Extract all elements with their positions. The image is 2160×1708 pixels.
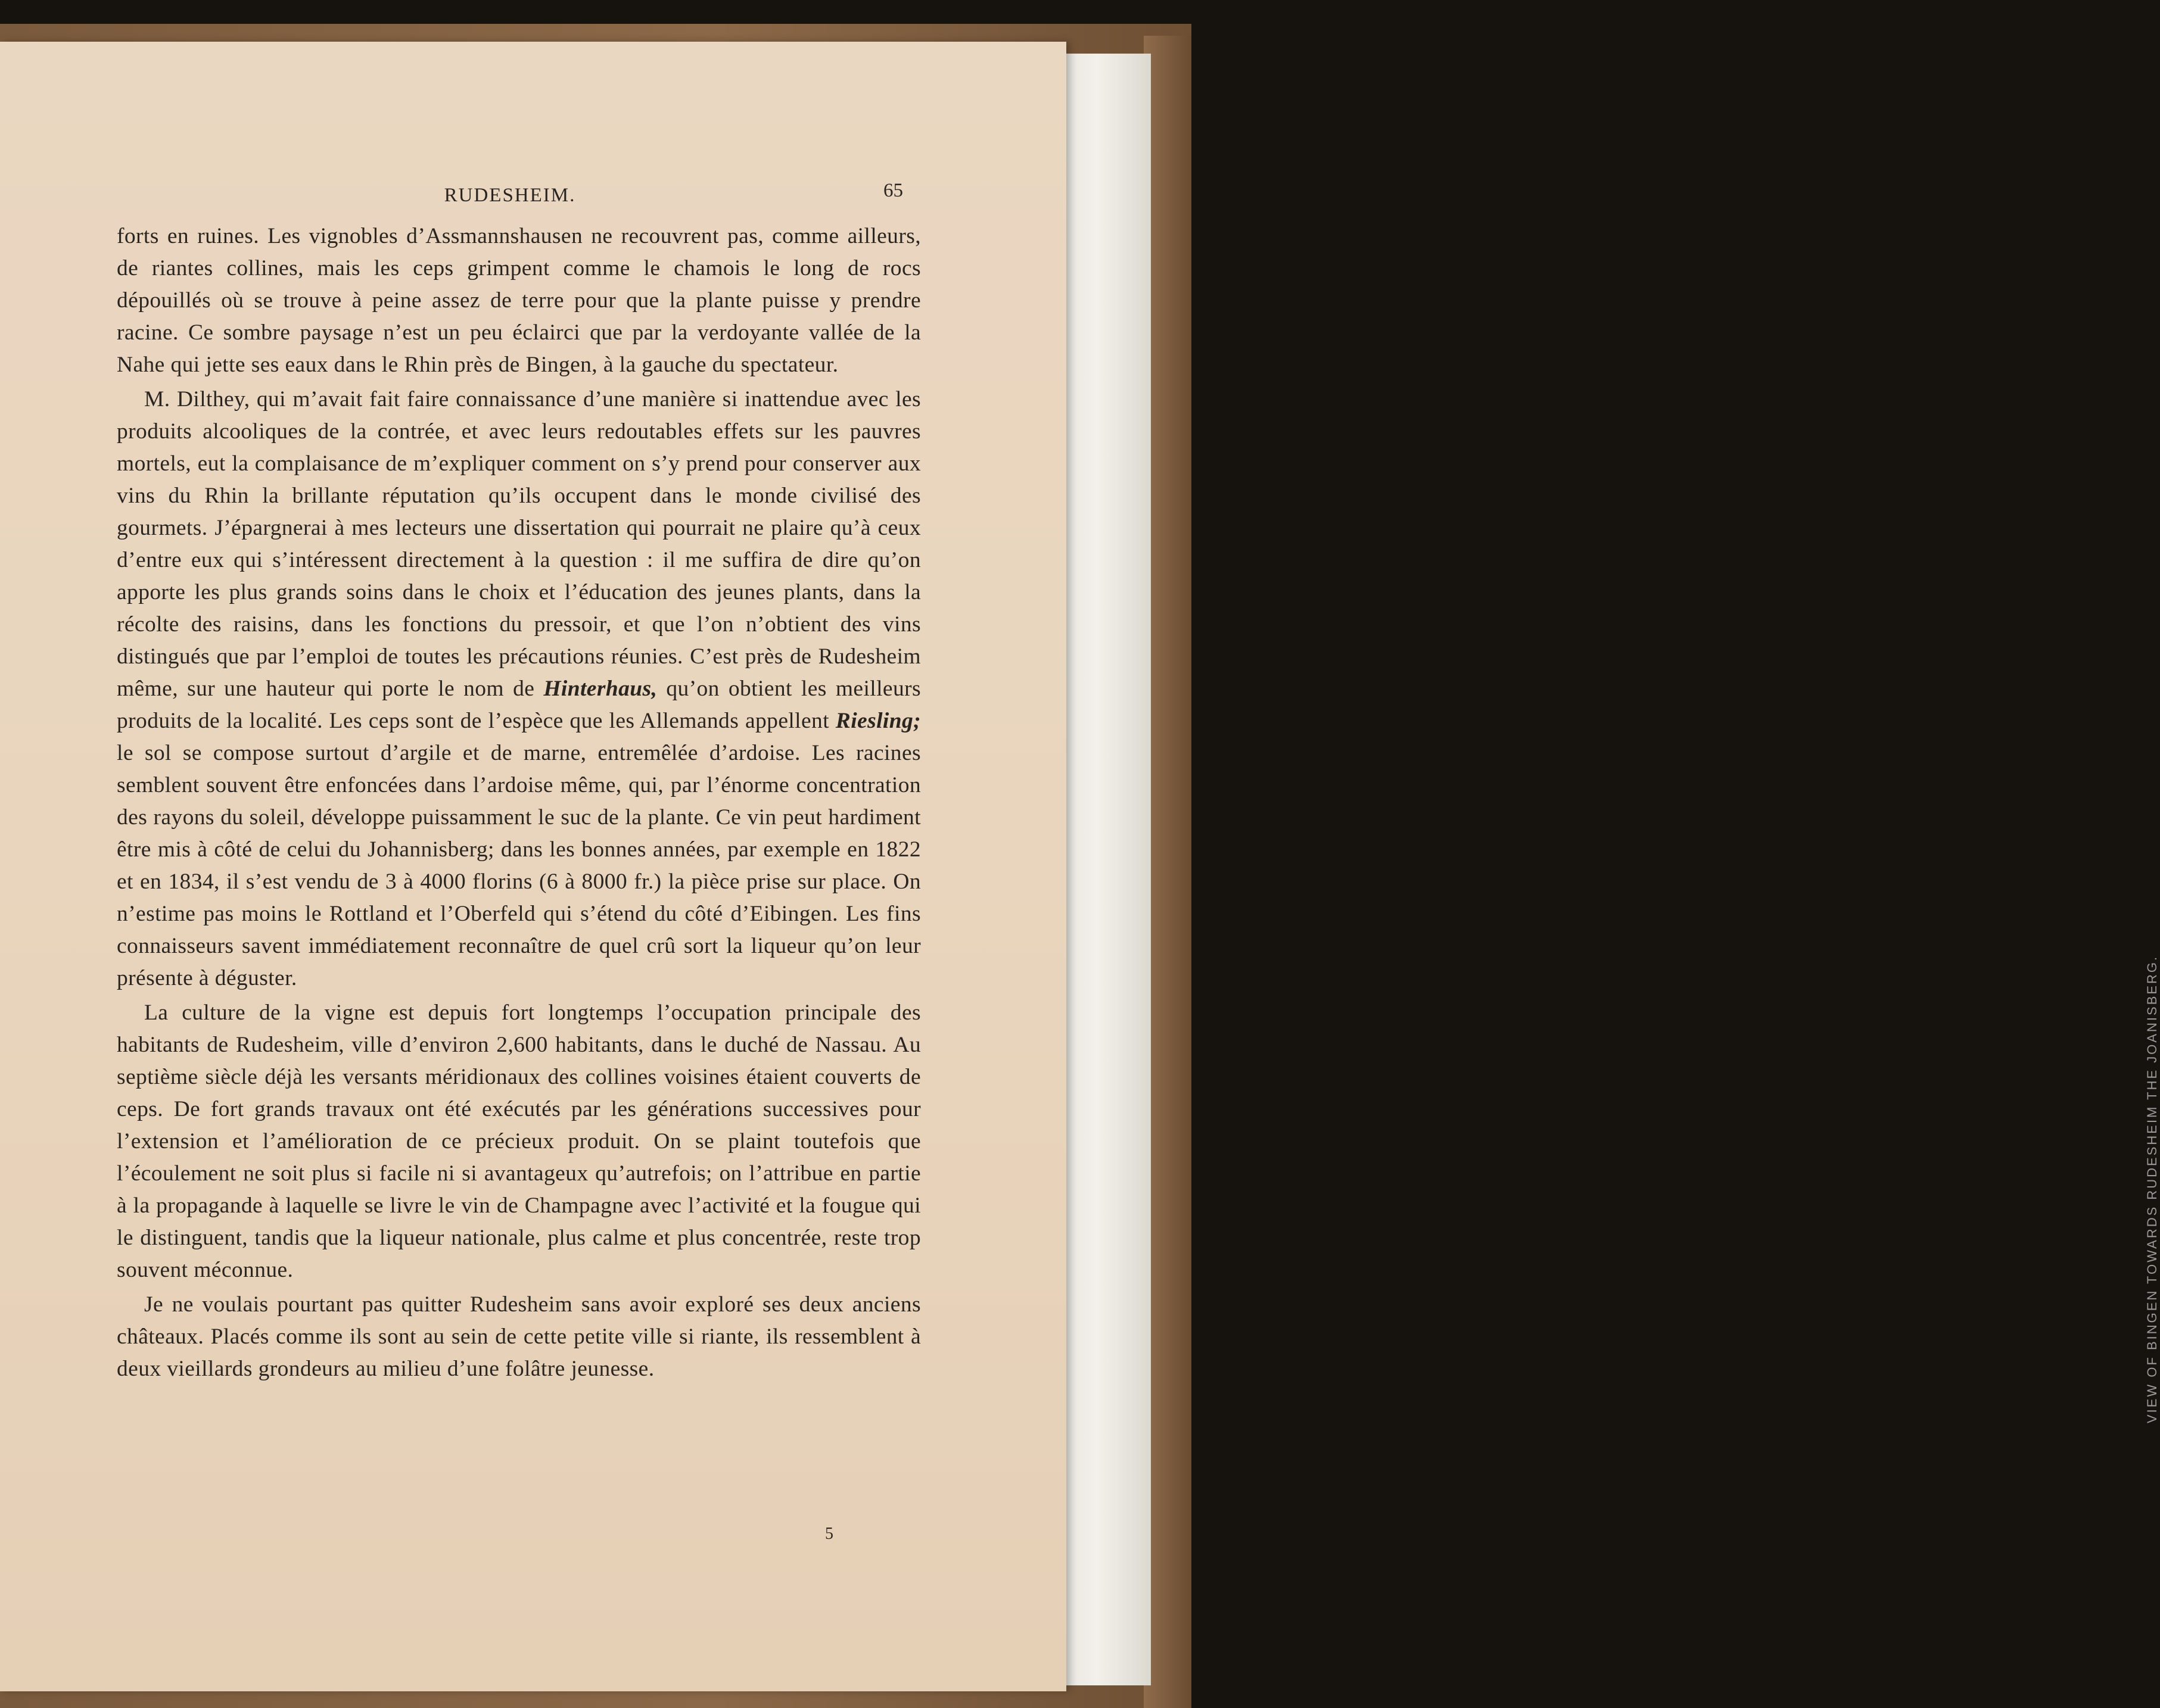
book-page (0, 42, 1066, 1691)
body-text (117, 220, 921, 1385)
italic-term: Riesling; (835, 709, 921, 733)
running-head (117, 180, 903, 220)
plate-caption: VIEW OF BINGEN TOWARDS RUDESHEIM THE JOANISBERG. (2145, 955, 2159, 1423)
cover-edge (1144, 36, 1191, 1708)
signature-mark: 5 (825, 1525, 833, 1543)
paragraph-text: M. Dilthey, qui m’avait fait faire connaissance d’une manière si inattendue avec les produits alcooliques de la contrée, et avec leurs redoutables effets sur les pauvres mortels, eut la complaisance de m’expliquer comment on s’y prend pour conserver aux vins du Rhin la brillante réputation qu’ils occupent dans le monde civilisé des gourmets. J’épargnerai à mes lecteurs une dissertation qui pourrait ne plaire qu’à ceux d’entre eux qui s’intéressent directement à la question : il me suffira de dire qu’on apporte les plus grands soins dans le choix et l’éducation des jeunes plants, dans la récolte des raisins, dans les fonctions du pressoir, et que l’on n’obtient des vins distingués que par l’emploi de toutes les précautions réunies. C’est près de Rudesheim même, sur une hauteur qui porte le nom de (117, 387, 921, 701)
paragraph-text: qu’on obtient les meilleurs produits de la localité. Les ceps sont de l’espèce que les Allemands appellent (117, 677, 921, 733)
page-number: 65 (883, 180, 903, 201)
paragraph: Je ne voulais pourtant pas quitter Rudesheim sans avoir exploré ses deux anciens châteaux. Placés comme ils sont au sein de cette petite ville si riante, ils ressemblent à deux vieillards grondeurs au milieu d’une folâtre jeunesse. (117, 1292, 921, 1381)
facing-plate-edge (1060, 54, 2159, 1685)
paragraph: La culture de la vigne est depuis fort longtemps l’occupation principale des habitants de Rudesheim, ville d’environ 2,600 habitants, dans le duché de Nassau. Au septième siècle déjà les versants méridionaux des collines voisines étaient couverts de ceps. De fort grands travaux ont été exécutés par les générations successives pour l’extension et l’amélioration de ce précieux produit. On se plaint toutefois que l’écoulement ne soit plus si facile ni si avantageux qu’autrefois; on l’attribue en partie à la propagande à laquelle se livre le vin de Champagne avec l’activité et la fougue qui le distinguent, tandis que la liqueur nationale, plus calme et plus concentrée, reste trop souvent méconnue. (117, 1001, 921, 1282)
running-head-title: RUDESHEIM. (444, 185, 576, 206)
italic-term: Hinterhaus, (543, 677, 658, 701)
paragraph (117, 384, 921, 995)
paragraph: forts en ruines. Les vignobles d’Assmannshausen ne recouvrent pas, comme ailleurs, de riantes collines, mais les ceps grimpent comme le chamois le long de rocs dépouillés où se trouve à peine assez de terre pour que la plante puisse y prendre racine. Ce sombre paysage n’est un peu éclairci que par la verdoyante vallée de la Nahe qui jette ses eaux dans le Rhin près de Bingen, à la gauche du spectateur. (117, 224, 921, 377)
paragraph-text: le sol se compose surtout d’argile et de marne, entremêlée d’ardoise. Les racines semblent souvent être enfoncées dans l’ardoise même, qui, par l’énorme concentration des rayons du soleil, développe puissamment le suc de la plante. Ce vin peut hardiment être mis à côté de celui du Johannisberg; dans les bonnes années, par exemple en 1822 et en 1834, il s’est vendu de 3 à 4000 florins (6 à 8000 fr.) la pièce prise sur place. On n’estime pas moins le Rottland et l’Oberfeld qui s’étend du côté d’Eibingen. Les fins connaisseurs savent immédiatement reconnaître de quel crû sort la liqueur qu’on leur présente à déguster. (117, 741, 921, 990)
